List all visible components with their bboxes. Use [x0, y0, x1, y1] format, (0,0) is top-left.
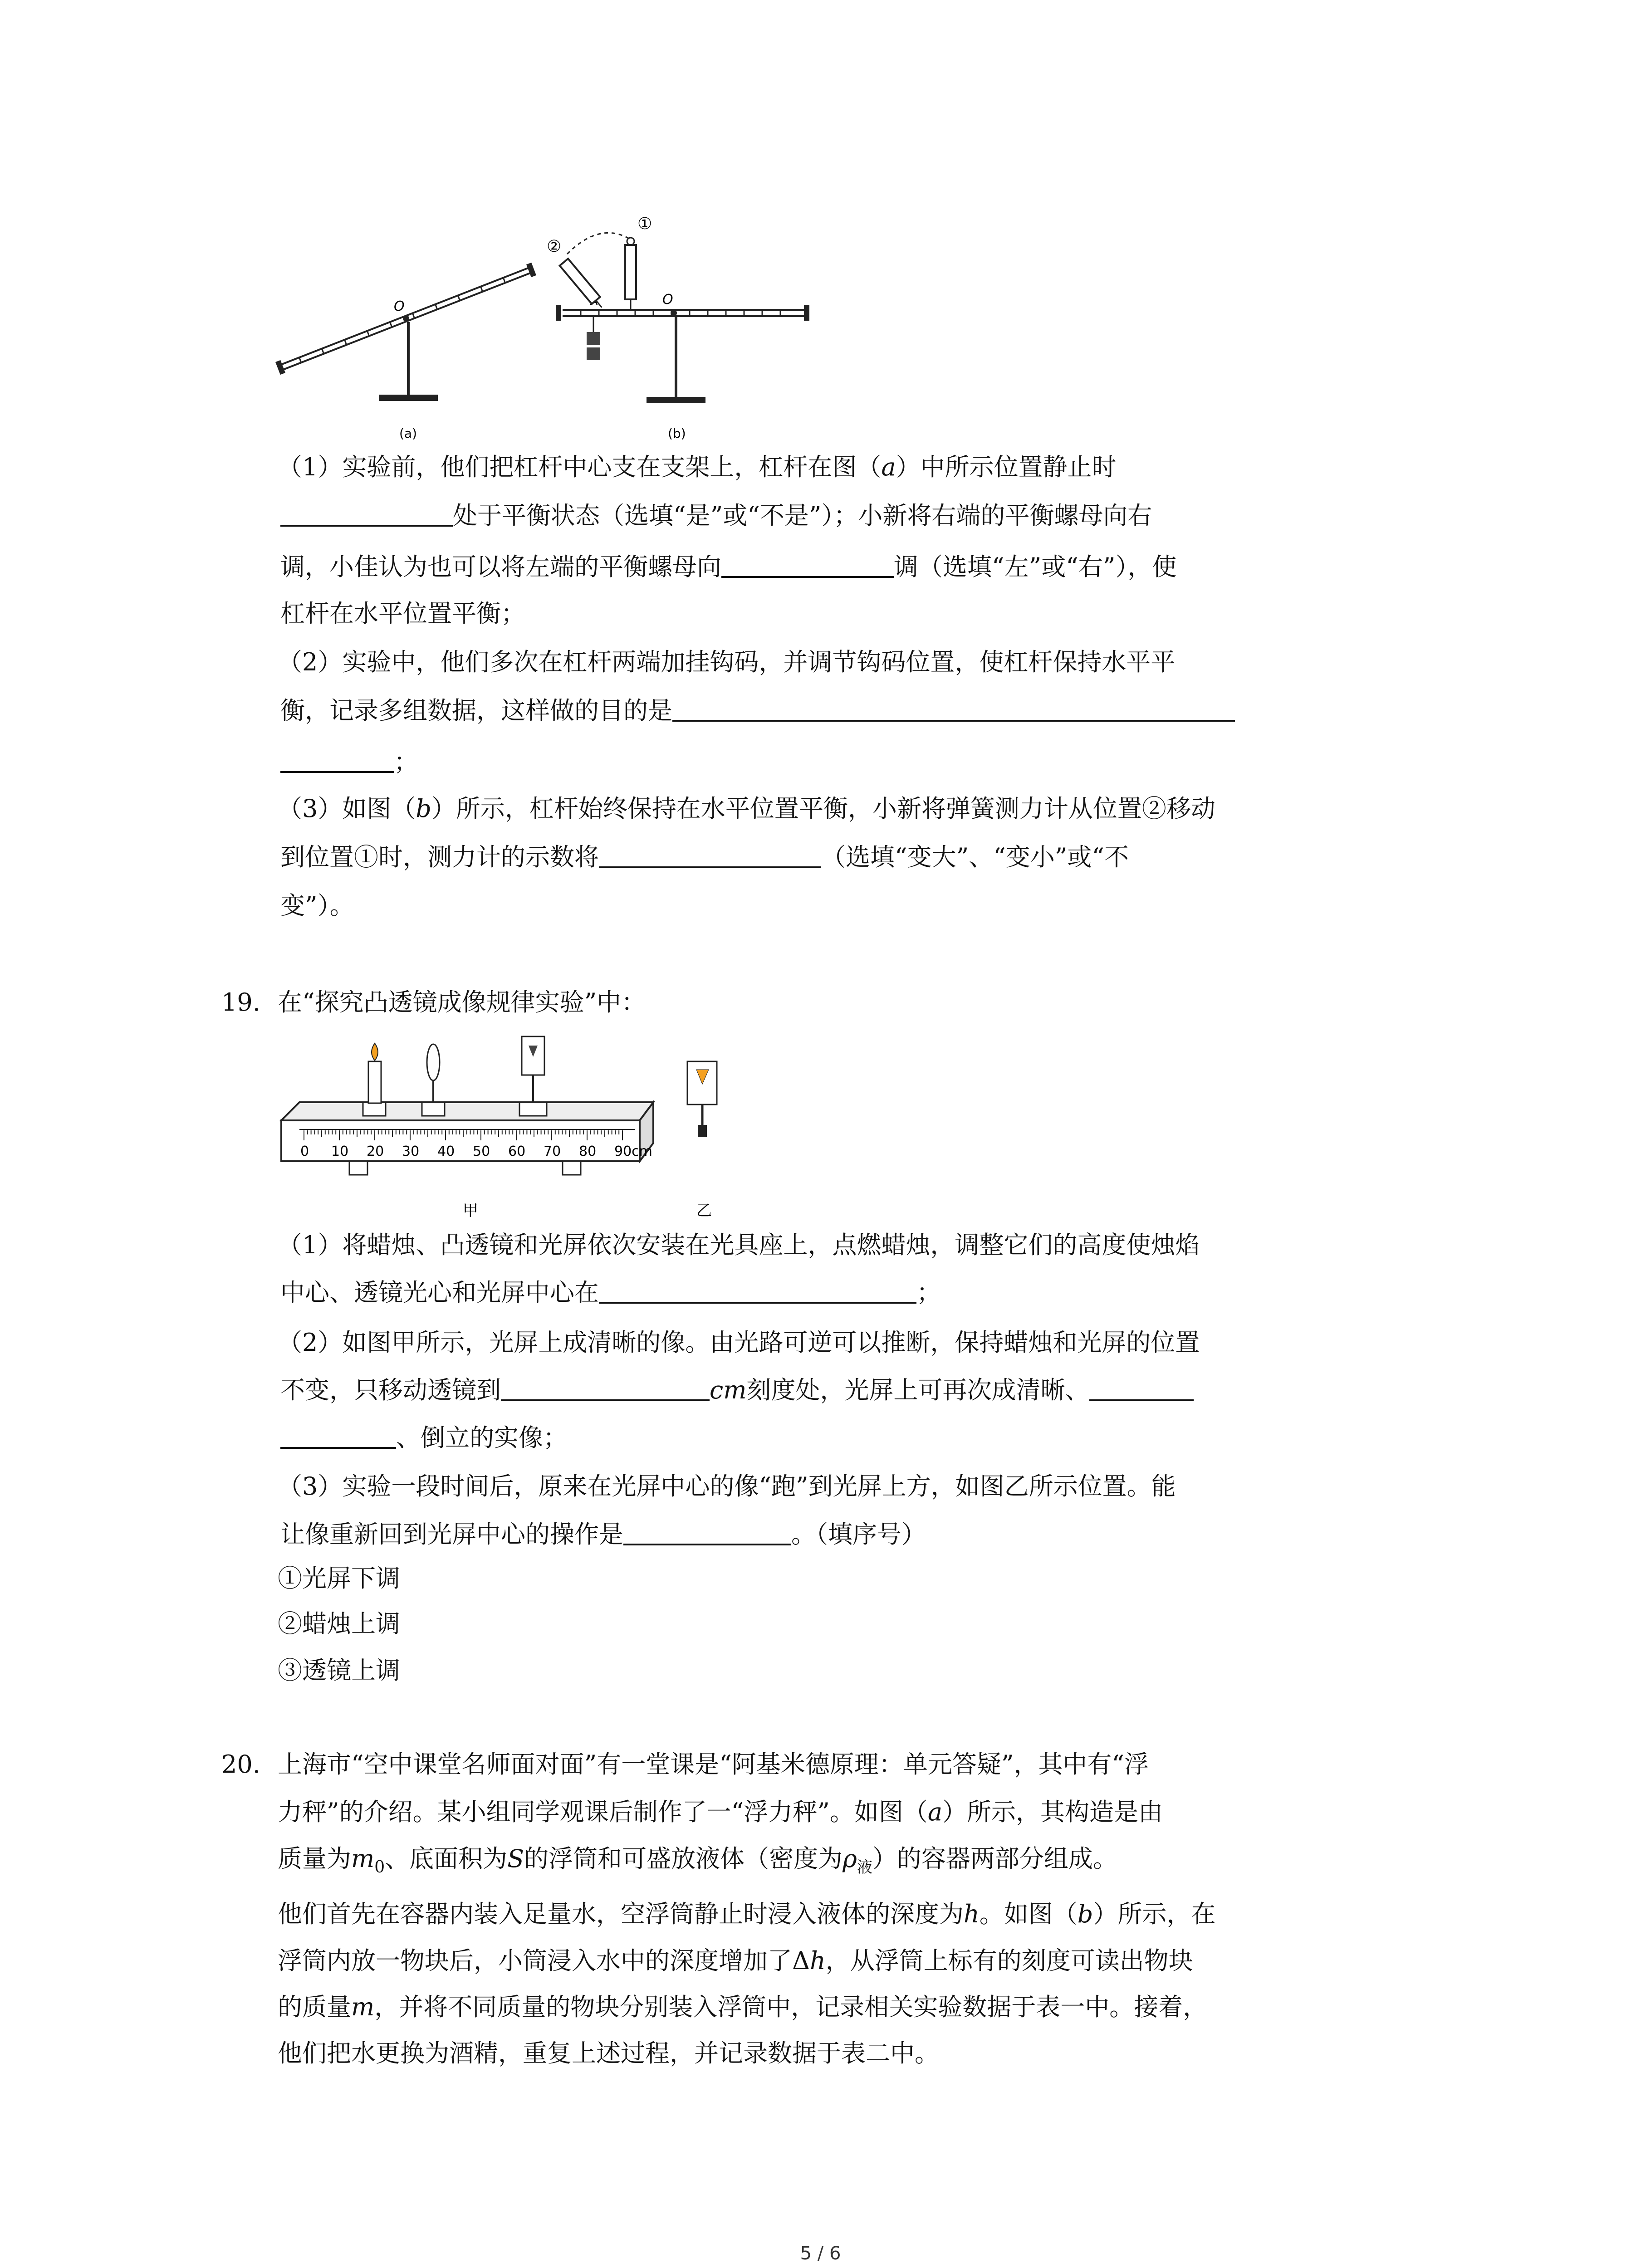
caption-jia: 甲 — [463, 1202, 478, 1220]
q18-p2-line2: 衡，记录多组数据，这样做的目的是 — [280, 693, 1235, 729]
bench-tick-label: 50 — [473, 1144, 490, 1159]
q20-line1: 上海市“空中课堂名师面对面”有一堂课是“阿基米德原理：单元答疑”，其中有“浮 — [278, 1750, 1149, 1779]
bench-tick-label: 60 — [508, 1144, 526, 1159]
position-1-label: ① — [637, 215, 652, 233]
lever-a-pivot-label: O — [394, 298, 405, 314]
bench-tick-label: 90cm — [614, 1144, 652, 1159]
q19-p2-line1: （2）如图甲所示，光屏上成清晰的像。由光路可逆可以推断，保持蜡烛和光屏的位置 — [278, 1328, 1200, 1357]
q19-blank-2[interactable] — [501, 1374, 710, 1401]
caption-yi: 乙 — [696, 1202, 712, 1220]
lever-a-caption: (a) — [399, 426, 417, 441]
q19-blank-3-cont[interactable] — [280, 1422, 396, 1449]
q18-blank-3[interactable] — [672, 694, 1235, 722]
q20-line3: 质量为$m_0$、底面积为S的浮筒和可盛放液体（密度为$\rho_液$）的容器两部分组成。 — [278, 1844, 1117, 1877]
q18-p1-line2: 处于平衡状态（选填“是”或“不是”）；小新将右端的平衡螺母向右 — [280, 498, 1152, 534]
lever-a — [275, 263, 536, 441]
q19-blank-3[interactable] — [1089, 1374, 1194, 1401]
q18-blank-2[interactable] — [721, 551, 894, 578]
q19-p2-line3: 、倒立的实像； — [280, 1420, 568, 1456]
q20-line6: 的质量m，并将不同质量的物块分别装入浮筒中，记录相关实验数据于表一中。接着， — [278, 1993, 1208, 2021]
optical-bench-figure — [272, 1034, 780, 1225]
bench-tick-label: 80 — [579, 1144, 597, 1159]
q20-number: 20. — [221, 1750, 260, 1779]
position-2-label: ② — [547, 237, 562, 256]
q19-blank-4[interactable] — [623, 1518, 791, 1545]
q19-stem: 在“探究凸透镜成像规律实验”中： — [278, 988, 646, 1017]
bench-tick-label: 30 — [402, 1144, 420, 1159]
q19-p3-line1: （3）实验一段时间后，原来在光屏中心的像“跑”到光屏上方，如图乙所示位置。能 — [278, 1472, 1176, 1501]
q18-p2-line3: ； — [280, 744, 418, 780]
q18-p3-line3: 变”）。 — [280, 891, 354, 920]
q20-line7: 他们把水更换为酒精，重复上述过程，并记录数据于表二中。 — [278, 2039, 939, 2068]
light-screen — [519, 1036, 547, 1116]
lever-b-caption: (b) — [668, 426, 686, 441]
q18-p1-line4: 杠杆在水平位置平衡； — [280, 599, 525, 628]
page-number: 5 / 6 — [800, 2243, 841, 2264]
lever-b — [547, 215, 809, 441]
q20-line4: 他们首先在容器内装入足量水，空浮筒静止时浸入液体的深度为h。如图（b）所示，在 — [278, 1900, 1216, 1928]
q18-p1-line3: 调，小佳认为也可以将左端的平衡螺母向 调（选填“左”或“右”），使 — [280, 549, 1176, 585]
bench-tick-label: 0 — [300, 1144, 309, 1159]
q18-blank-1[interactable] — [280, 499, 453, 527]
q18-blank-4[interactable] — [599, 841, 821, 868]
q19-p2-line2: 不变，只移动透镜到 cm刻度处，光屏上可再次成清晰、 — [280, 1372, 1194, 1408]
q18-p1-line1: （1）实验前，他们把杠杆中心支在支架上，杠杆在图（a）中所示位置静止时 — [278, 453, 1117, 481]
q20-line5: 浮筒内放一物块后，小筒浸入水中的深度增加了Δh，从浮筒上标有的刻度可读出物块 — [278, 1946, 1193, 1975]
q19-option-2: ②蜡烛上调 — [278, 1609, 400, 1638]
q18-blank-3-cont[interactable] — [280, 746, 394, 773]
q18-p2-line1: （2）实验中，他们多次在杠杆两端加挂钩码，并调节钩码位置，使杠杆保持水平平 — [278, 648, 1176, 676]
bench-tick-label: 70 — [544, 1144, 561, 1159]
convex-lens — [422, 1044, 445, 1116]
lever-b-pivot-label: O — [662, 292, 673, 308]
q19-p1-line2: 中心、透镜光心和光屏中心在 ； — [280, 1275, 941, 1311]
bench-tick-label: 40 — [437, 1144, 455, 1159]
bench-tick-label: 10 — [331, 1144, 349, 1159]
q19-p3-line2: 让像重新回到光屏中心的操作是 。（填序号） — [280, 1516, 926, 1553]
q18-p3-line1: （3）如图（b）所示，杠杆始终保持在水平位置平衡，小新将弹簧测力计从位置②移动 — [278, 794, 1215, 823]
q20-line2: 力秤”的介绍。某小组同学观课后制作了一“浮力秤”。如图（a）所示，其构造是由 — [278, 1798, 1163, 1826]
q19-number: 19. — [221, 988, 260, 1017]
q19-blank-1[interactable] — [599, 1276, 916, 1304]
q19-option-3: ③透镜上调 — [278, 1656, 400, 1685]
candle — [363, 1043, 386, 1116]
lever-figure — [272, 213, 839, 449]
bench-tick-label: 20 — [367, 1144, 384, 1159]
q19-p1-line1: （1）将蜡烛、凸透镜和光屏依次安装在光具座上，点燃蜡烛，调整它们的高度使烛焰 — [278, 1231, 1200, 1259]
q19-option-1: ①光屏下调 — [278, 1564, 400, 1593]
q18-p3-line2: 到位置①时，测力计的示数将 （选填“变大”、“变小”或“不 — [280, 839, 1129, 875]
screen-yi — [687, 1061, 717, 1137]
